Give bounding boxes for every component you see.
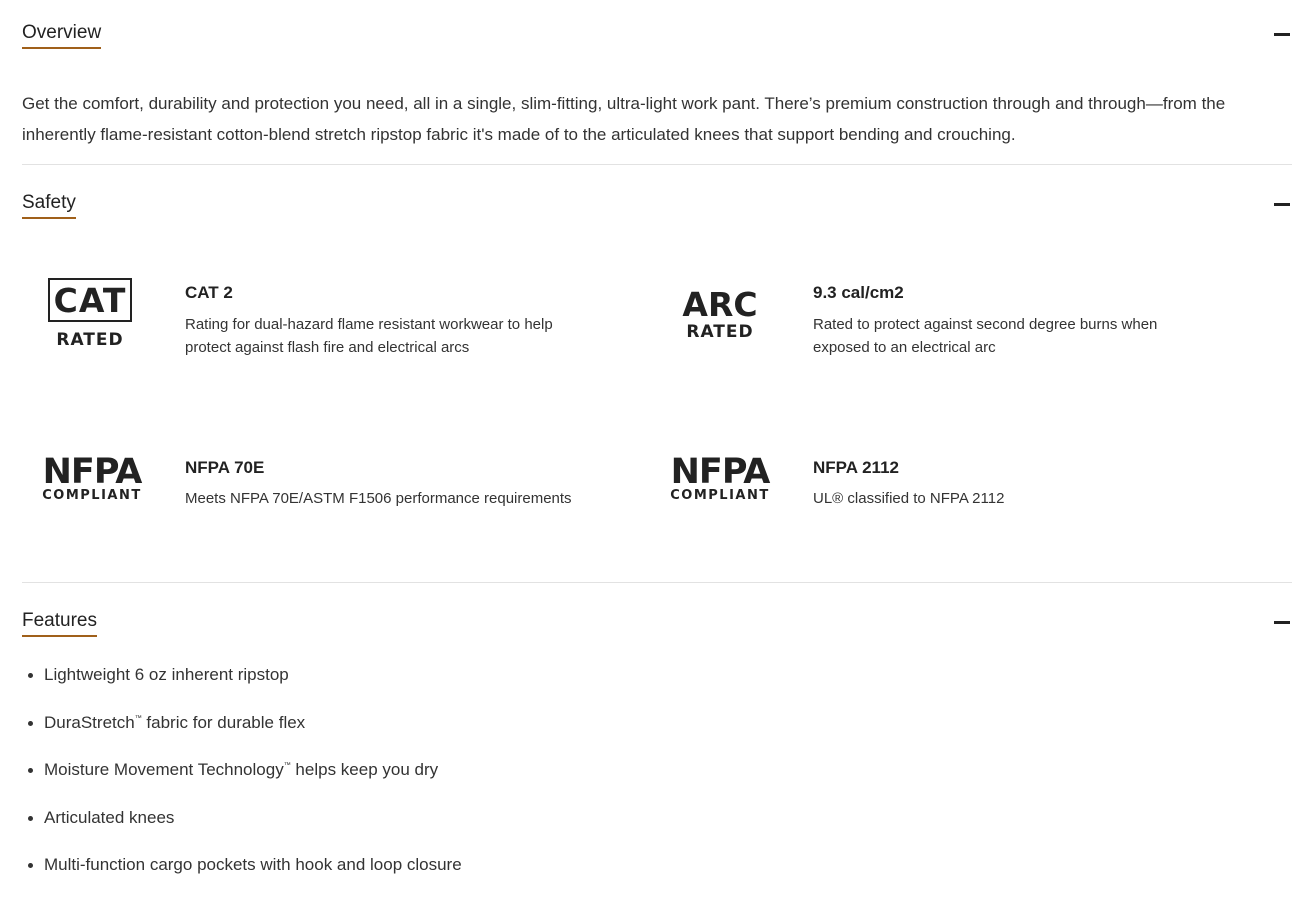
safety-item-title: NFPA 2112 <box>813 458 899 477</box>
nfpa-badge-top: NFPA <box>670 452 770 492</box>
features-collapse-button[interactable] <box>1272 612 1292 630</box>
safety-title[interactable]: Safety <box>22 192 76 219</box>
feature-text: DuraStretch <box>44 712 135 732</box>
arc-badge-top: ARC <box>682 285 758 324</box>
safety-item-title: NFPA 70E <box>185 458 265 477</box>
safety-item-description: Rated to protect against second degree burns when exposed to an electrical arc <box>813 316 1158 356</box>
minus-icon <box>1274 621 1290 624</box>
arc-badge-bottom: RATED <box>686 322 754 342</box>
nfpa-compliant-badge-icon <box>668 454 798 544</box>
cat-rated-badge-icon <box>22 278 152 368</box>
feature-text: helps keep you dry <box>290 760 439 779</box>
safety-section <box>22 192 1292 572</box>
bullet-icon <box>28 768 33 773</box>
feature-text: Moisture Movement Technology <box>44 760 284 779</box>
bullet-icon <box>28 721 33 726</box>
feature-text: Lightweight 6 oz inherent ripstop <box>44 665 289 684</box>
safety-collapse-button[interactable] <box>1272 194 1292 212</box>
minus-icon <box>1274 203 1290 206</box>
cat-badge-top: CAT <box>48 278 132 322</box>
safety-item-description: Rating for dual-hazard flame resistant workwear to help protect against flash fire and electrical arcs <box>185 316 553 356</box>
nfpa-compliant-badge-icon <box>40 454 170 544</box>
trademark-mark: ™ <box>283 762 291 769</box>
list-item <box>22 712 462 760</box>
divider-safety-features <box>22 582 1292 583</box>
feature-text: Articulated knees <box>44 807 175 827</box>
features-section <box>22 610 1292 900</box>
features-title[interactable]: Features <box>22 610 97 637</box>
list-item <box>22 759 462 807</box>
bullet-icon <box>28 863 33 868</box>
minus-icon <box>1274 33 1290 36</box>
list-item <box>22 807 462 855</box>
features-header[interactable] <box>22 610 1292 650</box>
cat-badge-bottom: RATED <box>56 330 124 350</box>
bullet-icon <box>28 673 33 678</box>
safety-item-description: UL® classified to NFPA 2112 <box>813 490 1005 507</box>
safety-item-title: CAT 2 <box>185 283 233 302</box>
trademark-mark: ™ <box>134 714 142 722</box>
overview-title[interactable]: Overview <box>22 22 101 49</box>
list-item <box>22 854 462 902</box>
overview-header[interactable] <box>22 22 1292 62</box>
features-list <box>22 664 462 902</box>
nfpa-badge-bottom: COMPLIANT <box>670 488 770 503</box>
safety-header[interactable] <box>22 192 1292 232</box>
safety-item-description: Meets NFPA 70E/ASTM F1506 performance requirements <box>185 490 572 507</box>
safety-item-title: 9.3 cal/cm2 <box>813 283 904 302</box>
nfpa-badge-top: NFPA <box>42 452 142 492</box>
feature-text: Multi-function cargo pockets with hook and loop closure <box>44 855 462 874</box>
feature-text: fabric for durable flex <box>141 712 306 732</box>
list-item <box>22 664 462 712</box>
arc-rated-badge-icon <box>670 278 800 368</box>
nfpa-badge-bottom: COMPLIANT <box>42 488 142 503</box>
divider-overview-safety <box>22 164 1292 165</box>
bullet-icon <box>28 816 33 821</box>
overview-description: Get the comfort, durability and protection you need, all in a single, slim-fitting, ultra-light work pant. There’s premium construction through and through—from the inherently flame-resistant cotton-blend stretch ripstop fabric it's made of to the articulated knees that support bending and crouching. <box>22 94 1226 144</box>
overview-collapse-button[interactable] <box>1272 24 1292 42</box>
overview-section <box>22 22 1292 142</box>
